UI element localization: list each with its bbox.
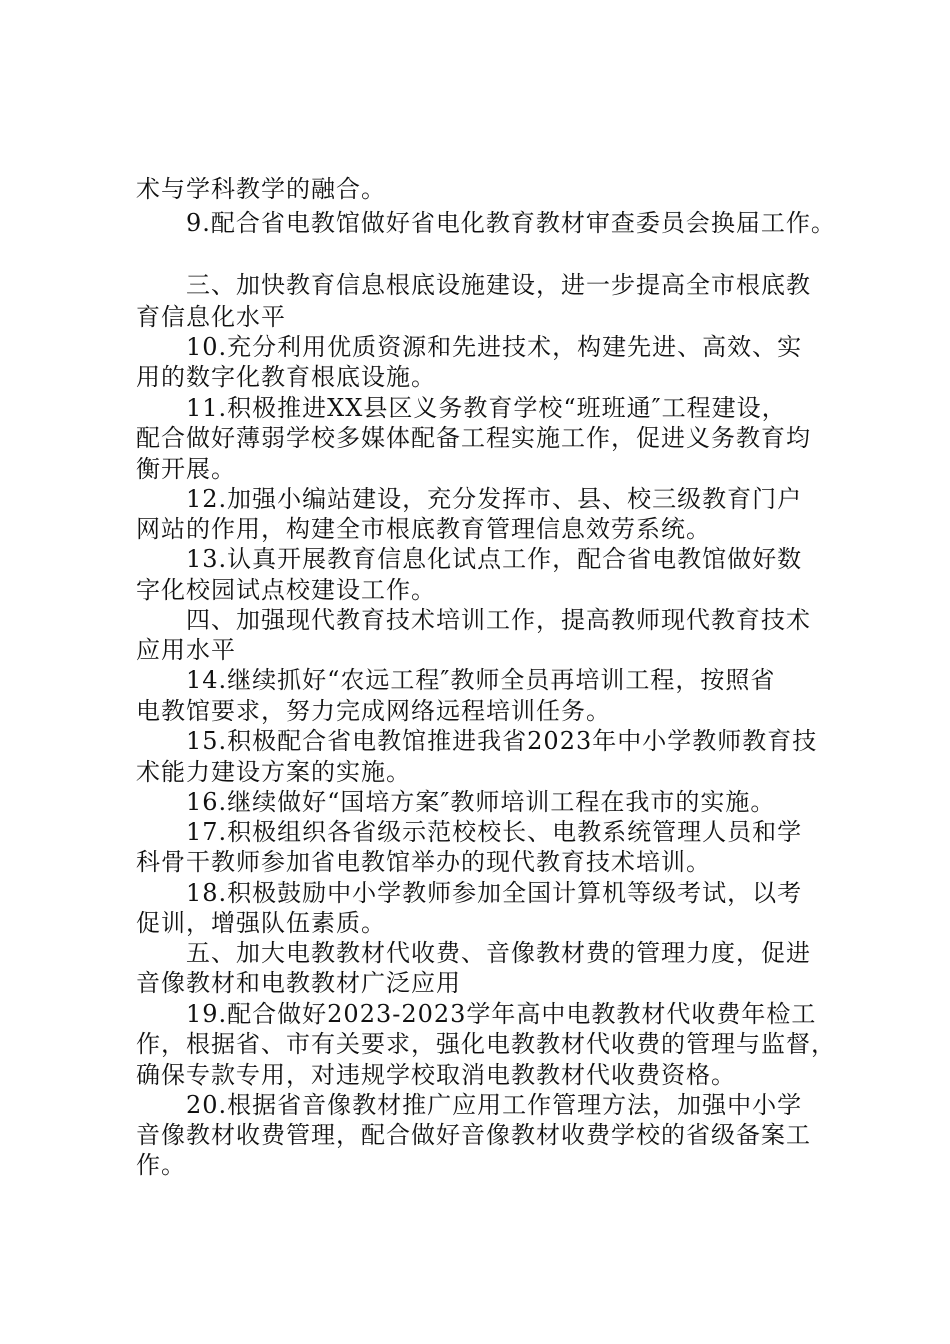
text-line-item-19-cont2: 确保专款专用，对违规学校取消电教教材代收费资格。 — [136, 1061, 736, 1089]
text-line-item-11-cont2: 衡开展。 — [136, 455, 236, 483]
section-heading-4: 四、加强现代教育技术培训工作，提高教师现代教育技术 — [186, 606, 811, 634]
text-line-item-12-cont: 网站的作用，构建全市根底教育管理信息效劳系统。 — [136, 515, 711, 543]
text-line-item-17-cont: 科骨干教师参加省电教馆举办的现代教育技术培训。 — [136, 848, 711, 876]
text-line-item-9: 9.配合省电教馆做好省电化教育教材审查委员会换届工作。 — [186, 209, 836, 237]
text-line-item-18-cont: 促训，增强队伍素质。 — [136, 909, 386, 937]
text-line-item-19: 19.配合做好2023-2023学年高中电教教材代收费年检工 — [186, 1000, 817, 1028]
text-line-item-19-cont: 作，根据省、市有关要求，强化电教教材代收费的管理与监督， — [136, 1030, 836, 1058]
text-line-item-13: 13.认真开展教育信息化试点工作，配合省电教馆做好数 — [186, 545, 803, 573]
text-line-item-10-cont: 用的数字化教育根底设施。 — [136, 363, 436, 391]
text-line-item-13-cont: 字化校园试点校建设工作。 — [136, 576, 436, 604]
text-line-item-14: 14.继续抓好“农远工程″教师全员再培训工程，按照省 — [186, 666, 776, 694]
text-line-item-18: 18.积极鼓励中小学教师参加全国计算机等级考试，以考 — [186, 879, 803, 907]
text-line-item-16: 16.继续做好“国培方案″教师培训工程在我市的实施。 — [186, 788, 776, 816]
text-line-item-15-cont: 术能力建设方案的实施。 — [136, 758, 411, 786]
text-line-continuation: 术与学科教学的融合。 — [136, 175, 386, 203]
text-line-item-14-cont: 电教馆要求，努力完成网络远程培训任务。 — [136, 697, 611, 725]
text-line-item-11-cont: 配合做好薄弱学校多媒体配备工程实施工作，促进义务教育均 — [136, 424, 811, 452]
text-line-item-20-cont2: 作。 — [136, 1151, 186, 1179]
text-line-item-12: 12.加强小编站建设，充分发挥市、县、校三级教育门户 — [186, 485, 803, 513]
text-line-item-10: 10.充分利用优质资源和先进技术，构建先进、高效、实 — [186, 333, 803, 361]
section-heading-5: 五、加大电教教材代收费、音像教材费的管理力度，促进 — [186, 939, 811, 967]
section-heading-4-cont: 应用水平 — [136, 636, 236, 664]
text-line-item-17: 17.积极组织各省级示范校校长、电教系统管理人员和学 — [186, 818, 803, 846]
section-heading-3: 三、加快教育信息根底设施建设，进一步提高全市根底教 — [186, 271, 811, 299]
text-line-item-11: 11.积极推进XX县区义务教育学校“班班通″工程建设， — [186, 394, 787, 422]
text-line-item-20: 20.根据省音像教材推广应用工作管理方法，加强中小学 — [186, 1091, 803, 1119]
text-line-item-15: 15.积极配合省电教馆推进我省2023年中小学教师教育技 — [186, 727, 818, 755]
text-line-item-20-cont: 音像教材收费管理，配合做好音像教材收费学校的省级备案工 — [136, 1121, 811, 1149]
section-heading-3-cont: 育信息化水平 — [136, 303, 286, 331]
section-heading-5-cont: 音像教材和电教教材广泛应用 — [136, 969, 461, 997]
